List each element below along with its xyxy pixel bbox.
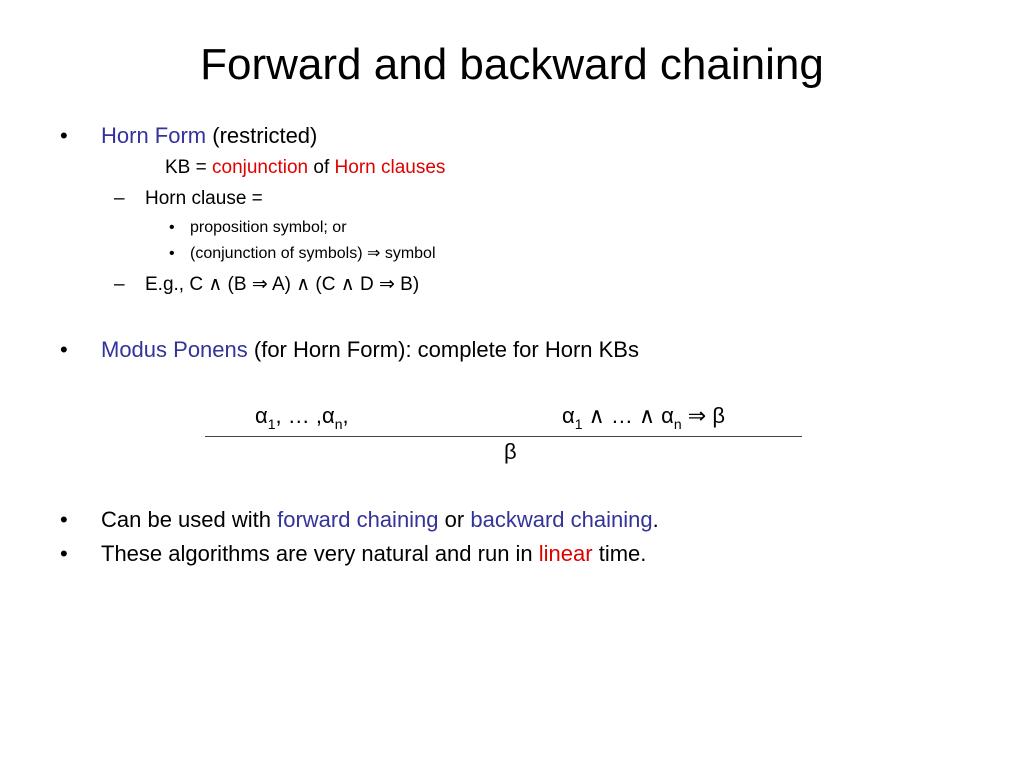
bullet-marker: • (60, 507, 68, 532)
bullet-marker: • (60, 337, 68, 362)
chaining-line: Can be used with forward chaining or backward chaining. (101, 507, 659, 532)
kb-prefix: KB = (165, 157, 212, 178)
modus-ponens-line (101, 336, 639, 364)
clause-option: (conjunction of symbols) ⇒ symbol (190, 245, 436, 262)
bullet-marker: • (169, 245, 175, 262)
linear-term: linear (538, 541, 593, 566)
horn-clause-label: Horn clause = (145, 188, 263, 209)
bullet-marker: • (169, 219, 175, 236)
slide-title: Forward and backward chaining (200, 40, 824, 89)
clause-option: proposition symbol; or (190, 219, 347, 236)
premise-right: $\alpha_1$ ∧ … ∧ $\alpha_n$ ⇒ β (562, 403, 725, 432)
backward-chaining-term: backward chaining (470, 507, 653, 532)
dash-marker: – (114, 274, 125, 295)
kb-conjunction: conjunction (212, 157, 309, 178)
dash-marker: – (114, 188, 125, 209)
forward-chaining-term: forward chaining (277, 507, 439, 532)
modus-ponens-rest: (for Horn Form): complete for Horn KBs (247, 337, 639, 362)
modus-ponens-term: Modus Ponens (101, 337, 248, 362)
kb-horn-clauses: Horn clauses (334, 157, 446, 178)
conclusion: β (504, 439, 517, 464)
kb-of: of (308, 157, 335, 178)
horn-example: E.g., C ∧ (B ⇒ A) ∧ (C ∧ D ⇒ B) (145, 274, 420, 295)
bullet-marker: • (60, 123, 68, 148)
bullet-marker: • (60, 541, 68, 566)
horn-form-term: Horn Form (101, 123, 207, 148)
premise-left: $\alpha_1$, … $,\alpha_n$, (255, 403, 349, 432)
inference-rule-line (205, 436, 802, 437)
algorithms-line: These algorithms are very natural and run in linear time. (101, 541, 647, 566)
horn-form-line (101, 122, 317, 150)
kb-definition-line (165, 156, 445, 180)
horn-form-qualifier: (restricted) (212, 123, 318, 148)
